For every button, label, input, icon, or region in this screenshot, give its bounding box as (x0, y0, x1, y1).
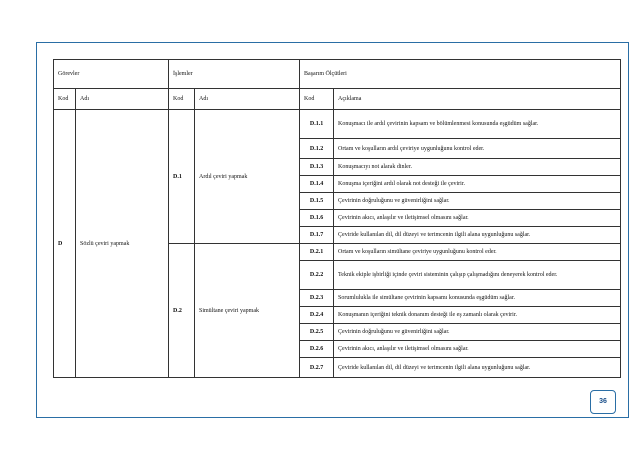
criterion-code: D.1.6 (300, 210, 334, 227)
criterion-code: D.2.2 (300, 261, 334, 290)
criterion-code: D.2.1 (300, 244, 334, 261)
criterion-text: Çeviride kullanılan dil, dil düzeyi ve terimcenin ilgili alana uygunluğunu sağlar. (334, 358, 621, 378)
criterion-text: Çevirinin akıcı, anlaşılır ve iletişimsel olmasını sağlar. (334, 210, 621, 227)
criterion-text: Çevirinin akıcı, anlaşılır ve iletişimsel olmasını sağlar. (334, 341, 621, 358)
criterion-code: D.2.6 (300, 341, 334, 358)
criterion-code: D.2.7 (300, 358, 334, 378)
criterion-text: Konuşma içeriğini ardıl olarak not desteği ile çevirir. (334, 176, 621, 193)
operation-code: D.2 (169, 244, 195, 378)
criterion-code: D.1.2 (300, 139, 334, 159)
criterion-text: Çevirinin doğruluğunu ve güvenirliğini sağlar. (334, 193, 621, 210)
table-subheader-row (54, 89, 621, 110)
criterion-text: Konuşmacıyı not alarak dinler. (334, 159, 621, 176)
subheader-kod: Kod (169, 89, 195, 110)
criterion-text: Sorumlulukla ile simültane çevirinin kapsamı konusunda eşgüdüm sağlar. (334, 290, 621, 307)
competency-table (53, 59, 621, 378)
subheader-aciklama: Açıklama (334, 89, 621, 110)
criterion-text: Ortam ve koşulların ardıl çeviriye uygunluğunu kontrol eder. (334, 139, 621, 159)
operation-name: Ardıl çeviri yapmak (195, 110, 300, 244)
criterion-code: D.2.3 (300, 290, 334, 307)
criterion-code: D.1.1 (300, 110, 334, 139)
subheader-adi: Adı (76, 89, 169, 110)
table-header-row (54, 60, 621, 89)
criterion-text: Ortam ve koşulların simültane çeviriye uygunluğunu kontrol eder. (334, 244, 621, 261)
criterion-code: D.1.5 (300, 193, 334, 210)
header-basarim: Başarım Ölçütleri (300, 60, 621, 89)
header-gorevler: Görevler (54, 60, 169, 89)
task-name: Sözlü çeviri yapmak (76, 110, 169, 378)
criterion-code: D.1.4 (300, 176, 334, 193)
criterion-code: D.2.5 (300, 324, 334, 341)
subheader-kod: Kod (300, 89, 334, 110)
subheader-kod: Kod (54, 89, 76, 110)
criterion-text: Çeviride kullanılan dil, dil düzeyi ve terimcenin ilgili alana uygunluğunu sağlar. (334, 227, 621, 244)
table-row (54, 110, 621, 139)
page-number: 36 (590, 390, 616, 414)
criterion-code: D.2.4 (300, 307, 334, 324)
operation-name: Simültane çeviri yapmak (195, 244, 300, 378)
criterion-code: D.1.7 (300, 227, 334, 244)
criterion-text: Konuşmanın içeriğini teknik donanım desteği ile eş zamanlı olarak çevirir. (334, 307, 621, 324)
criterion-text: Konuşmacı ile ardıl çevirinin kapsam ve bölümlenmesi konusunda eşgüdüm sağlar. (334, 110, 621, 139)
criterion-code: D.1.3 (300, 159, 334, 176)
criterion-text: Çevirinin doğruluğunu ve güvenirliğini sağlar. (334, 324, 621, 341)
operation-code: D.1 (169, 110, 195, 244)
task-code: D (54, 110, 76, 378)
subheader-adi: Adı (195, 89, 300, 110)
criterion-text: Teknik ekiple işbirliği içinde çeviri sisteminin çalışıp çalışmadığını deneyerek kontrol eder. (334, 261, 621, 290)
header-islemler: İşlemler (169, 60, 300, 89)
